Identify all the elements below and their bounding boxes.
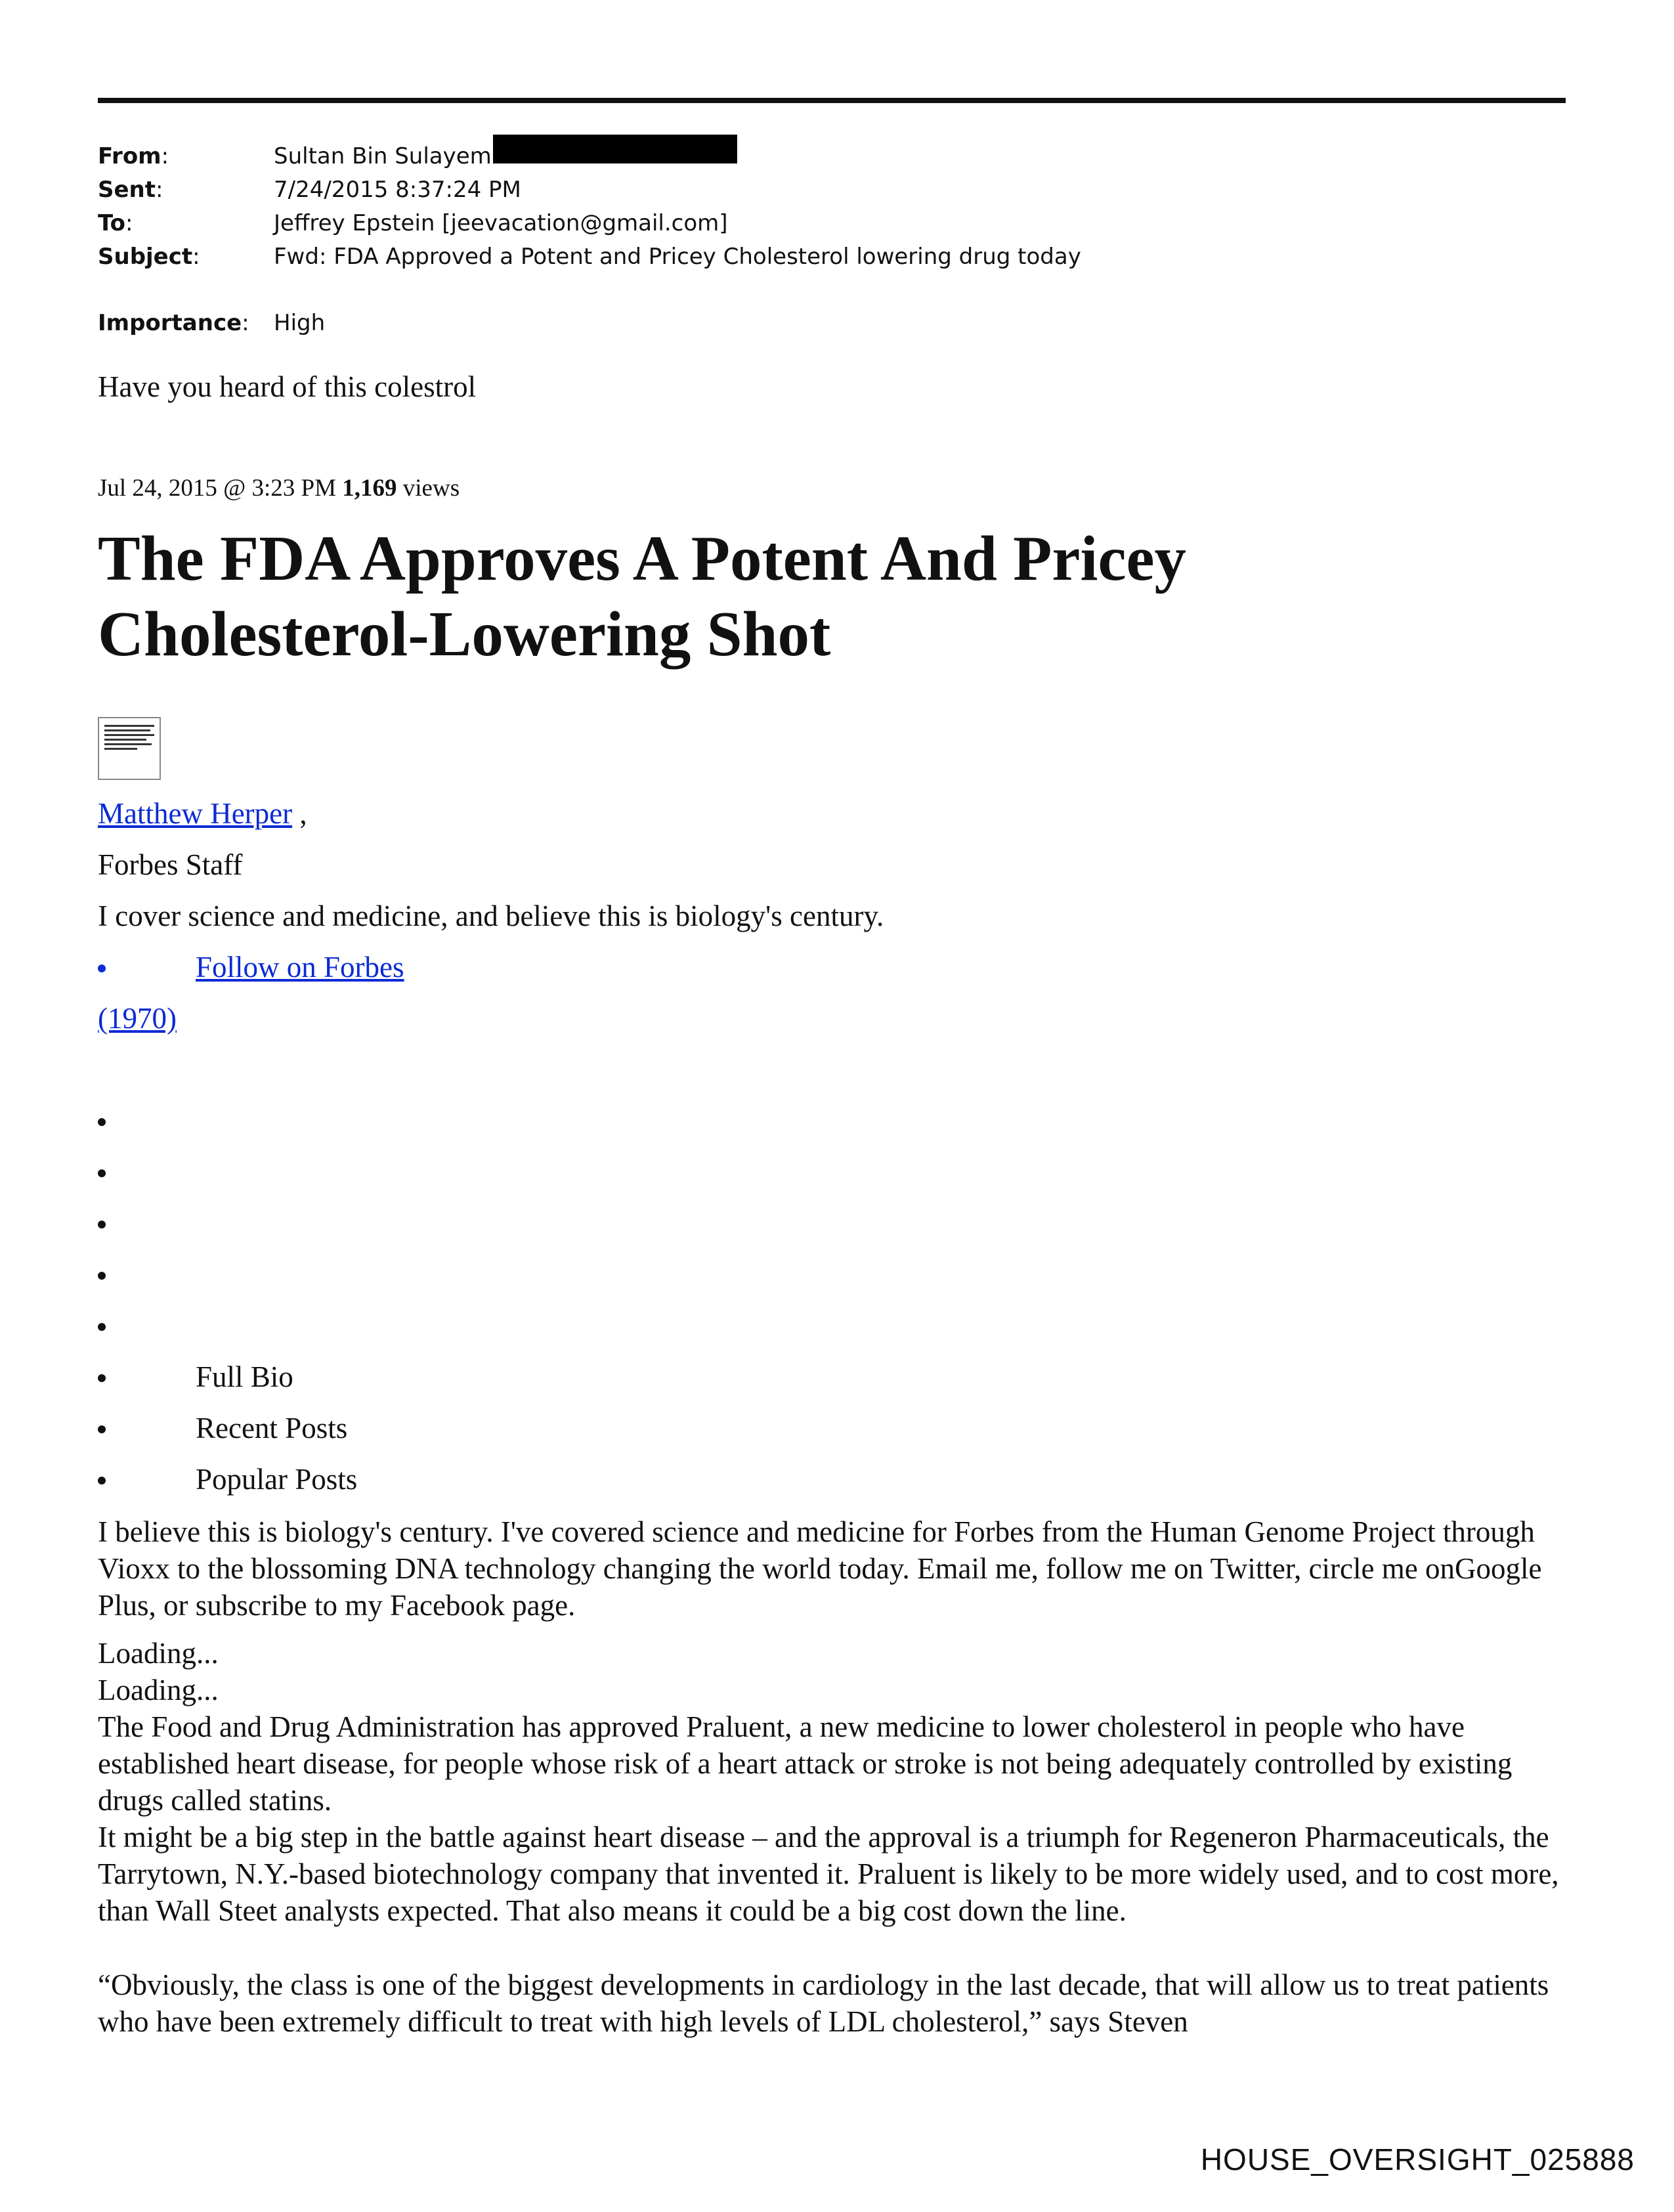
author-link[interactable]: Matthew Herper: [98, 797, 293, 830]
sent-value: 7/24/2015 8:37:24 PM: [274, 177, 521, 203]
article-headline: [98, 521, 1542, 672]
loading-text: Loading...: [98, 1637, 219, 1670]
author-suffix: ,: [292, 797, 307, 830]
views-count: 1,169: [342, 475, 397, 502]
recent-posts-label[interactable]: Recent Posts: [196, 1412, 348, 1444]
bullet-icon: [98, 1272, 106, 1280]
bullet-icon: [98, 1118, 106, 1126]
to-label: To: [98, 210, 126, 236]
loading-text: Loading...: [98, 1674, 219, 1706]
article-dateline: [98, 474, 460, 502]
author-tagline: I cover science and medicine, and believe this is biology's century.: [98, 900, 884, 932]
email-header: [98, 135, 1081, 340]
redaction-block: [493, 135, 737, 163]
article-paragraph-3: “Obviously, the class is one of the biggest developments in cardiology in the last decade, that will allow us to treat patients who have been extremely difficult to treat with high levels of LDL cholesterol,” says Steven: [98, 1968, 1549, 2038]
importance-label: Importance: [98, 310, 242, 336]
popular-posts-label[interactable]: Popular Posts: [196, 1463, 358, 1496]
follower-count-link[interactable]: (1970): [98, 1002, 177, 1035]
subject-label: Subject: [98, 244, 193, 270]
headline-line-1: The FDA Approves A Potent And Pricey: [98, 523, 1187, 594]
bullet-icon: [98, 965, 106, 972]
subject-row: Subject: Fwd: FDA Approved a Potent and Pricey Cholesterol lowering drug today: [98, 240, 1081, 274]
author-byline: [98, 796, 307, 831]
bullet-icon: [98, 1323, 106, 1331]
from-row: From: Sultan Bin Sulayem: [98, 135, 1081, 173]
article-date: Jul 24, 2015 @ 3:23 PM: [98, 475, 337, 502]
bullet-icon: [98, 1477, 106, 1485]
email-body-note: Have you heard of this colestrol: [98, 370, 477, 403]
bullet-icon: [98, 1425, 106, 1433]
follow-on-forbes-link[interactable]: Follow on Forbes: [196, 951, 404, 984]
article-paragraph-2: It might be a big step in the battle against heart disease – and the approval is a triumph for Regeneron Pharmaceuticals, the Tarrytown, N.Y.-based biotechnology company that invented it. Praluent is likely to be more widely used, and to cost more, than Wall Steet analysts expected. That also means it could be a big cost down the line.: [98, 1821, 1559, 1927]
document-id: HOUSE_OVERSIGHT_025888: [1200, 2142, 1635, 2177]
follower-count: [98, 1001, 177, 1035]
from-value: Sultan Bin Sulayem: [274, 143, 492, 169]
author-thumbnail: [98, 717, 161, 780]
author-role: Forbes Staff: [98, 848, 243, 881]
subject-value: Fwd: FDA Approved a Potent and Pricey Cholesterol lowering drug today: [274, 244, 1081, 270]
author-bio: I believe this is biology's century. I've covered science and medicine for Forbes from the Human Genome Project through Vioxx to the blossoming DNA technology changing the world today. Email me, follow me on Twitter, circle me onGoogle Plus, or subscribe to my Facebook page.: [98, 1515, 1542, 1622]
full-bio-label[interactable]: Full Bio: [196, 1360, 293, 1393]
sent-row: Sent: 7/24/2015 8:37:24 PM: [98, 173, 1081, 207]
article-paragraph-1: The Food and Drug Administration has approved Praluent, a new medicine to lower cholesterol in people who have established heart disease, for people whose risk of a heart attack or stroke is not being adequately controlled by existing drugs called statins.: [98, 1710, 1513, 1817]
to-value: Jeffrey Epstein [jeevacation@gmail.com]: [274, 210, 728, 236]
importance-value: High: [274, 310, 326, 336]
sent-label: Sent: [98, 177, 156, 203]
bullet-icon: [98, 1169, 106, 1177]
importance-row: Importance: High: [98, 307, 1081, 340]
header-rule: [98, 98, 1566, 103]
bullet-icon: [98, 1221, 106, 1228]
views-label: views: [402, 475, 460, 502]
from-label: From: [98, 143, 161, 169]
to-row: To: Jeffrey Epstein [jeevacation@gmail.com]: [98, 207, 1081, 240]
bullet-icon: [98, 1374, 106, 1382]
headline-line-2: Cholesterol-Lowering Shot: [98, 599, 831, 669]
